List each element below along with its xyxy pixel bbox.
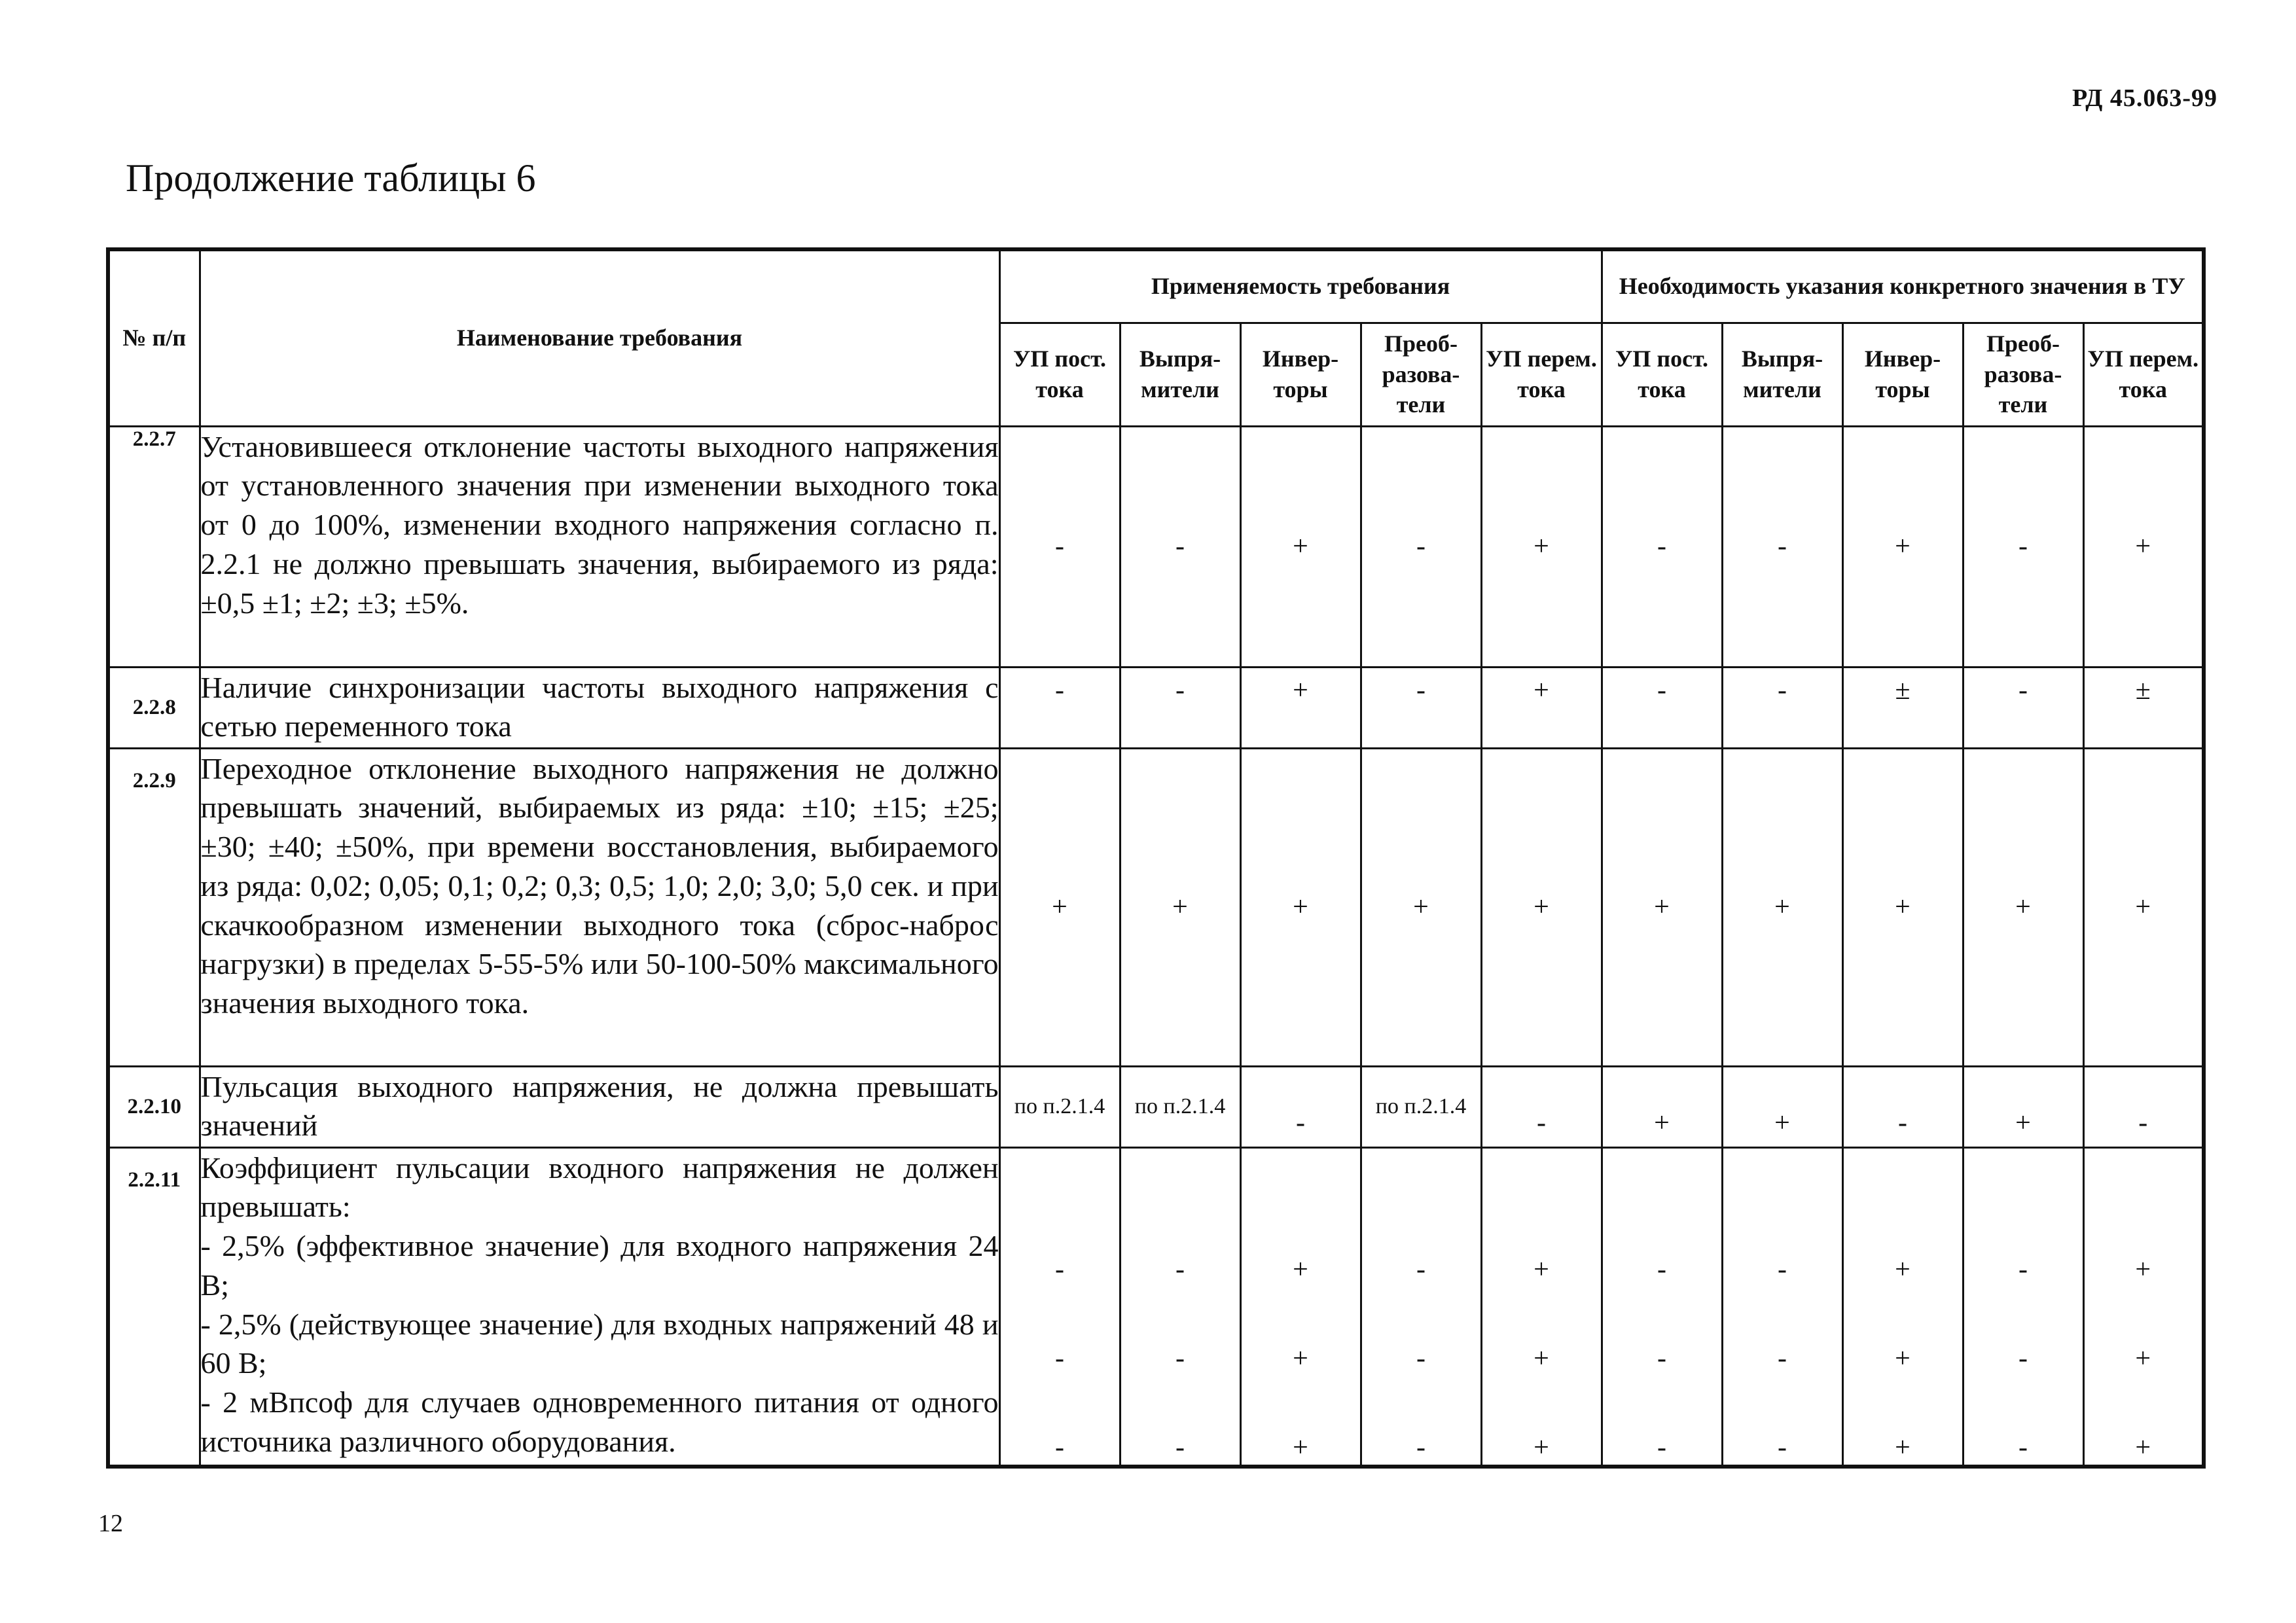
- requirement-text: Установившееся отклонение частоты выходного напряжения от установленного значения при изменении выходного тока от 0 до 100%, изменении входного напряжения согласно п. 2.2.1 не должно превышать значения, выбираемого из ряда: ±0,5 ±1; ±2; ±3; ±5%.: [200, 426, 999, 667]
- mark-cell: -: [1602, 667, 1722, 748]
- subheader-up-dc: УП пост. тока: [999, 323, 1120, 426]
- mark-value: +: [2135, 1344, 2151, 1374]
- mark-cell: [1361, 1147, 1481, 1467]
- mark-cell: -: [1120, 426, 1240, 667]
- requirement-text: Наличие синхронизации частоты выходного напряжения с сетью переменного тока: [200, 667, 999, 748]
- row-number: 2.2.8: [108, 667, 200, 748]
- mark-cell: -: [1361, 426, 1481, 667]
- mark-cell: -: [1602, 426, 1722, 667]
- mark-cell: +: [1602, 1066, 1722, 1147]
- requirement-text: Пульсация выходного напряжения, не должна превышать значений: [200, 1066, 999, 1147]
- mark-cell: +: [1240, 426, 1361, 667]
- subheader-inverters: Инвер-торы: [1240, 323, 1361, 426]
- requirement-line: - 2,5% (эффективное значение) для входного напряжения 24 В;: [200, 1229, 999, 1302]
- table-title: Продолжение таблицы 6: [126, 156, 536, 200]
- mark-cell: -: [1120, 667, 1240, 748]
- mark-cell: [1240, 1147, 1361, 1467]
- mark-value: -: [1175, 1433, 1185, 1463]
- header-specify-value: Необходимость указания конкретного значения в ТУ: [1602, 249, 2204, 323]
- mark-cell: [1602, 1147, 1722, 1467]
- mark-value: -: [1778, 1344, 1787, 1374]
- mark-cell: -: [999, 426, 1120, 667]
- requirement-text: Переходное отклонение выходного напряжения не должно превышать значений, выбираемых из ряда: ±10; ±15; ±25; ±30; ±40; ±50%, при времени восстановления, выбираемого из ряда: 0,02; 0,05; 0,1; 0,2; 0,3; 0,5; 1,0; 2,0; 3,0; 5,0 сек. и при скачкообразном изменении выходного тока (сброс-наброс нагрузки) в пределах 5-55-5% или 50-100-50% максимального значения выходного тока.: [200, 748, 999, 1066]
- mark-value: +: [1293, 1344, 1308, 1374]
- table-row: [108, 426, 2204, 667]
- mark-cell: [2083, 1147, 2204, 1467]
- mark-value: +: [1534, 1344, 1549, 1374]
- mark-value: +: [1293, 1255, 1308, 1285]
- subheader-rectifiers: Выпря-мители: [1722, 323, 1842, 426]
- mark-cell: по п.2.1.4: [1361, 1066, 1481, 1147]
- mark-cell: [1120, 1147, 1240, 1467]
- mark-cell: +: [1481, 426, 1602, 667]
- row-number: 2.2.7: [108, 426, 200, 667]
- mark-cell: -: [1481, 1066, 1602, 1147]
- mark-value: -: [1416, 1433, 1426, 1463]
- mark-value: -: [1055, 1344, 1064, 1374]
- mark-cell: -: [999, 667, 1120, 748]
- subheader-converters: Преоб-разова-тели: [1361, 323, 1481, 426]
- mark-value: -: [1055, 1255, 1064, 1285]
- mark-cell: -: [1722, 667, 1842, 748]
- table-row: [108, 667, 2204, 748]
- page-number: 12: [98, 1510, 123, 1537]
- mark-cell: -: [1963, 667, 2083, 748]
- mark-value: -: [1055, 1433, 1064, 1463]
- mark-value: +: [1895, 1344, 1910, 1374]
- mark-cell: +: [1722, 1066, 1842, 1147]
- mark-value: +: [1895, 1255, 1910, 1285]
- mark-value: -: [2018, 1433, 2028, 1463]
- mark-value: +: [1534, 1255, 1549, 1285]
- mark-cell: ±: [2083, 667, 2204, 748]
- mark-value: -: [1175, 1255, 1185, 1285]
- mark-value: -: [1657, 1255, 1666, 1285]
- mark-cell: +: [1481, 748, 1602, 1066]
- requirements-table: [106, 247, 2206, 1469]
- mark-cell: +: [1361, 748, 1481, 1066]
- subheader-converters: Преоб-разова-тели: [1963, 323, 2083, 426]
- subheader-inverters: Инвер-торы: [1842, 323, 1963, 426]
- mark-cell: -: [1722, 426, 1842, 667]
- mark-cell: +: [2083, 426, 2204, 667]
- mark-value: +: [1293, 1433, 1308, 1463]
- table-row: [108, 748, 2204, 1066]
- table-row: [108, 1147, 2204, 1467]
- mark-cell: [1481, 1147, 1602, 1467]
- mark-value: +: [2135, 1255, 2151, 1285]
- mark-cell: -: [2083, 1066, 2204, 1147]
- mark-cell: по п.2.1.4: [999, 1066, 1120, 1147]
- mark-cell: [1963, 1147, 2083, 1467]
- mark-value: -: [2018, 1255, 2028, 1285]
- mark-cell: +: [1240, 667, 1361, 748]
- row-number: 2.2.10: [108, 1066, 200, 1147]
- mark-value: -: [1657, 1433, 1666, 1463]
- requirement-line: Коэффициент пульсации входного напряжения не должен превышать:: [200, 1150, 999, 1224]
- mark-cell: +: [999, 748, 1120, 1066]
- mark-cell: +: [1240, 748, 1361, 1066]
- mark-value: -: [1657, 1344, 1666, 1374]
- subheader-up-ac: УП перем. тока: [1481, 323, 1602, 426]
- mark-cell: +: [1842, 426, 1963, 667]
- mark-value: -: [1778, 1433, 1787, 1463]
- mark-cell: +: [1722, 748, 1842, 1066]
- mark-cell: +: [1963, 748, 2083, 1066]
- mark-cell: -: [1361, 667, 1481, 748]
- mark-value: +: [1895, 1433, 1910, 1463]
- row-number: 2.2.9: [108, 748, 200, 1066]
- mark-value: +: [2135, 1433, 2151, 1463]
- document-code: РД 45.063-99: [2072, 84, 2217, 112]
- mark-cell: +: [1842, 748, 1963, 1066]
- mark-value: -: [1175, 1344, 1185, 1374]
- subheader-up-dc: УП пост. тока: [1602, 323, 1722, 426]
- mark-cell: +: [1963, 1066, 2083, 1147]
- requirement-line: - 2,5% (действующее значение) для входных напряжений 48 и 60 В;: [200, 1307, 999, 1380]
- mark-cell: [1842, 1147, 1963, 1467]
- mark-cell: +: [1120, 748, 1240, 1066]
- mark-cell: -: [1842, 1066, 1963, 1147]
- header-applicability: Применяемость требования: [999, 249, 1602, 323]
- mark-cell: -: [1963, 426, 2083, 667]
- subheader-up-ac: УП перем. тока: [2083, 323, 2204, 426]
- mark-value: -: [1778, 1255, 1787, 1285]
- mark-cell: ±: [1842, 667, 1963, 748]
- requirement-text: [200, 1147, 999, 1467]
- mark-cell: по п.2.1.4: [1120, 1066, 1240, 1147]
- mark-cell: [1722, 1147, 1842, 1467]
- header-num: № п/п: [108, 249, 200, 426]
- mark-cell: +: [2083, 748, 2204, 1066]
- mark-value: -: [1416, 1255, 1426, 1285]
- header-name: Наименование требования: [200, 249, 999, 426]
- mark-value: -: [1416, 1344, 1426, 1374]
- mark-value: -: [2018, 1344, 2028, 1374]
- table-row: [108, 1066, 2204, 1147]
- mark-value: +: [1534, 1433, 1549, 1463]
- row-number: 2.2.11: [108, 1147, 200, 1467]
- requirement-line: - 2 мВпсоф для случаев одновременного питания от одного источника различного оборудования.: [200, 1385, 999, 1459]
- subheader-rectifiers: Выпря-мители: [1120, 323, 1240, 426]
- mark-cell: +: [1602, 748, 1722, 1066]
- mark-cell: [999, 1147, 1120, 1467]
- mark-cell: +: [1481, 667, 1602, 748]
- mark-cell: -: [1240, 1066, 1361, 1147]
